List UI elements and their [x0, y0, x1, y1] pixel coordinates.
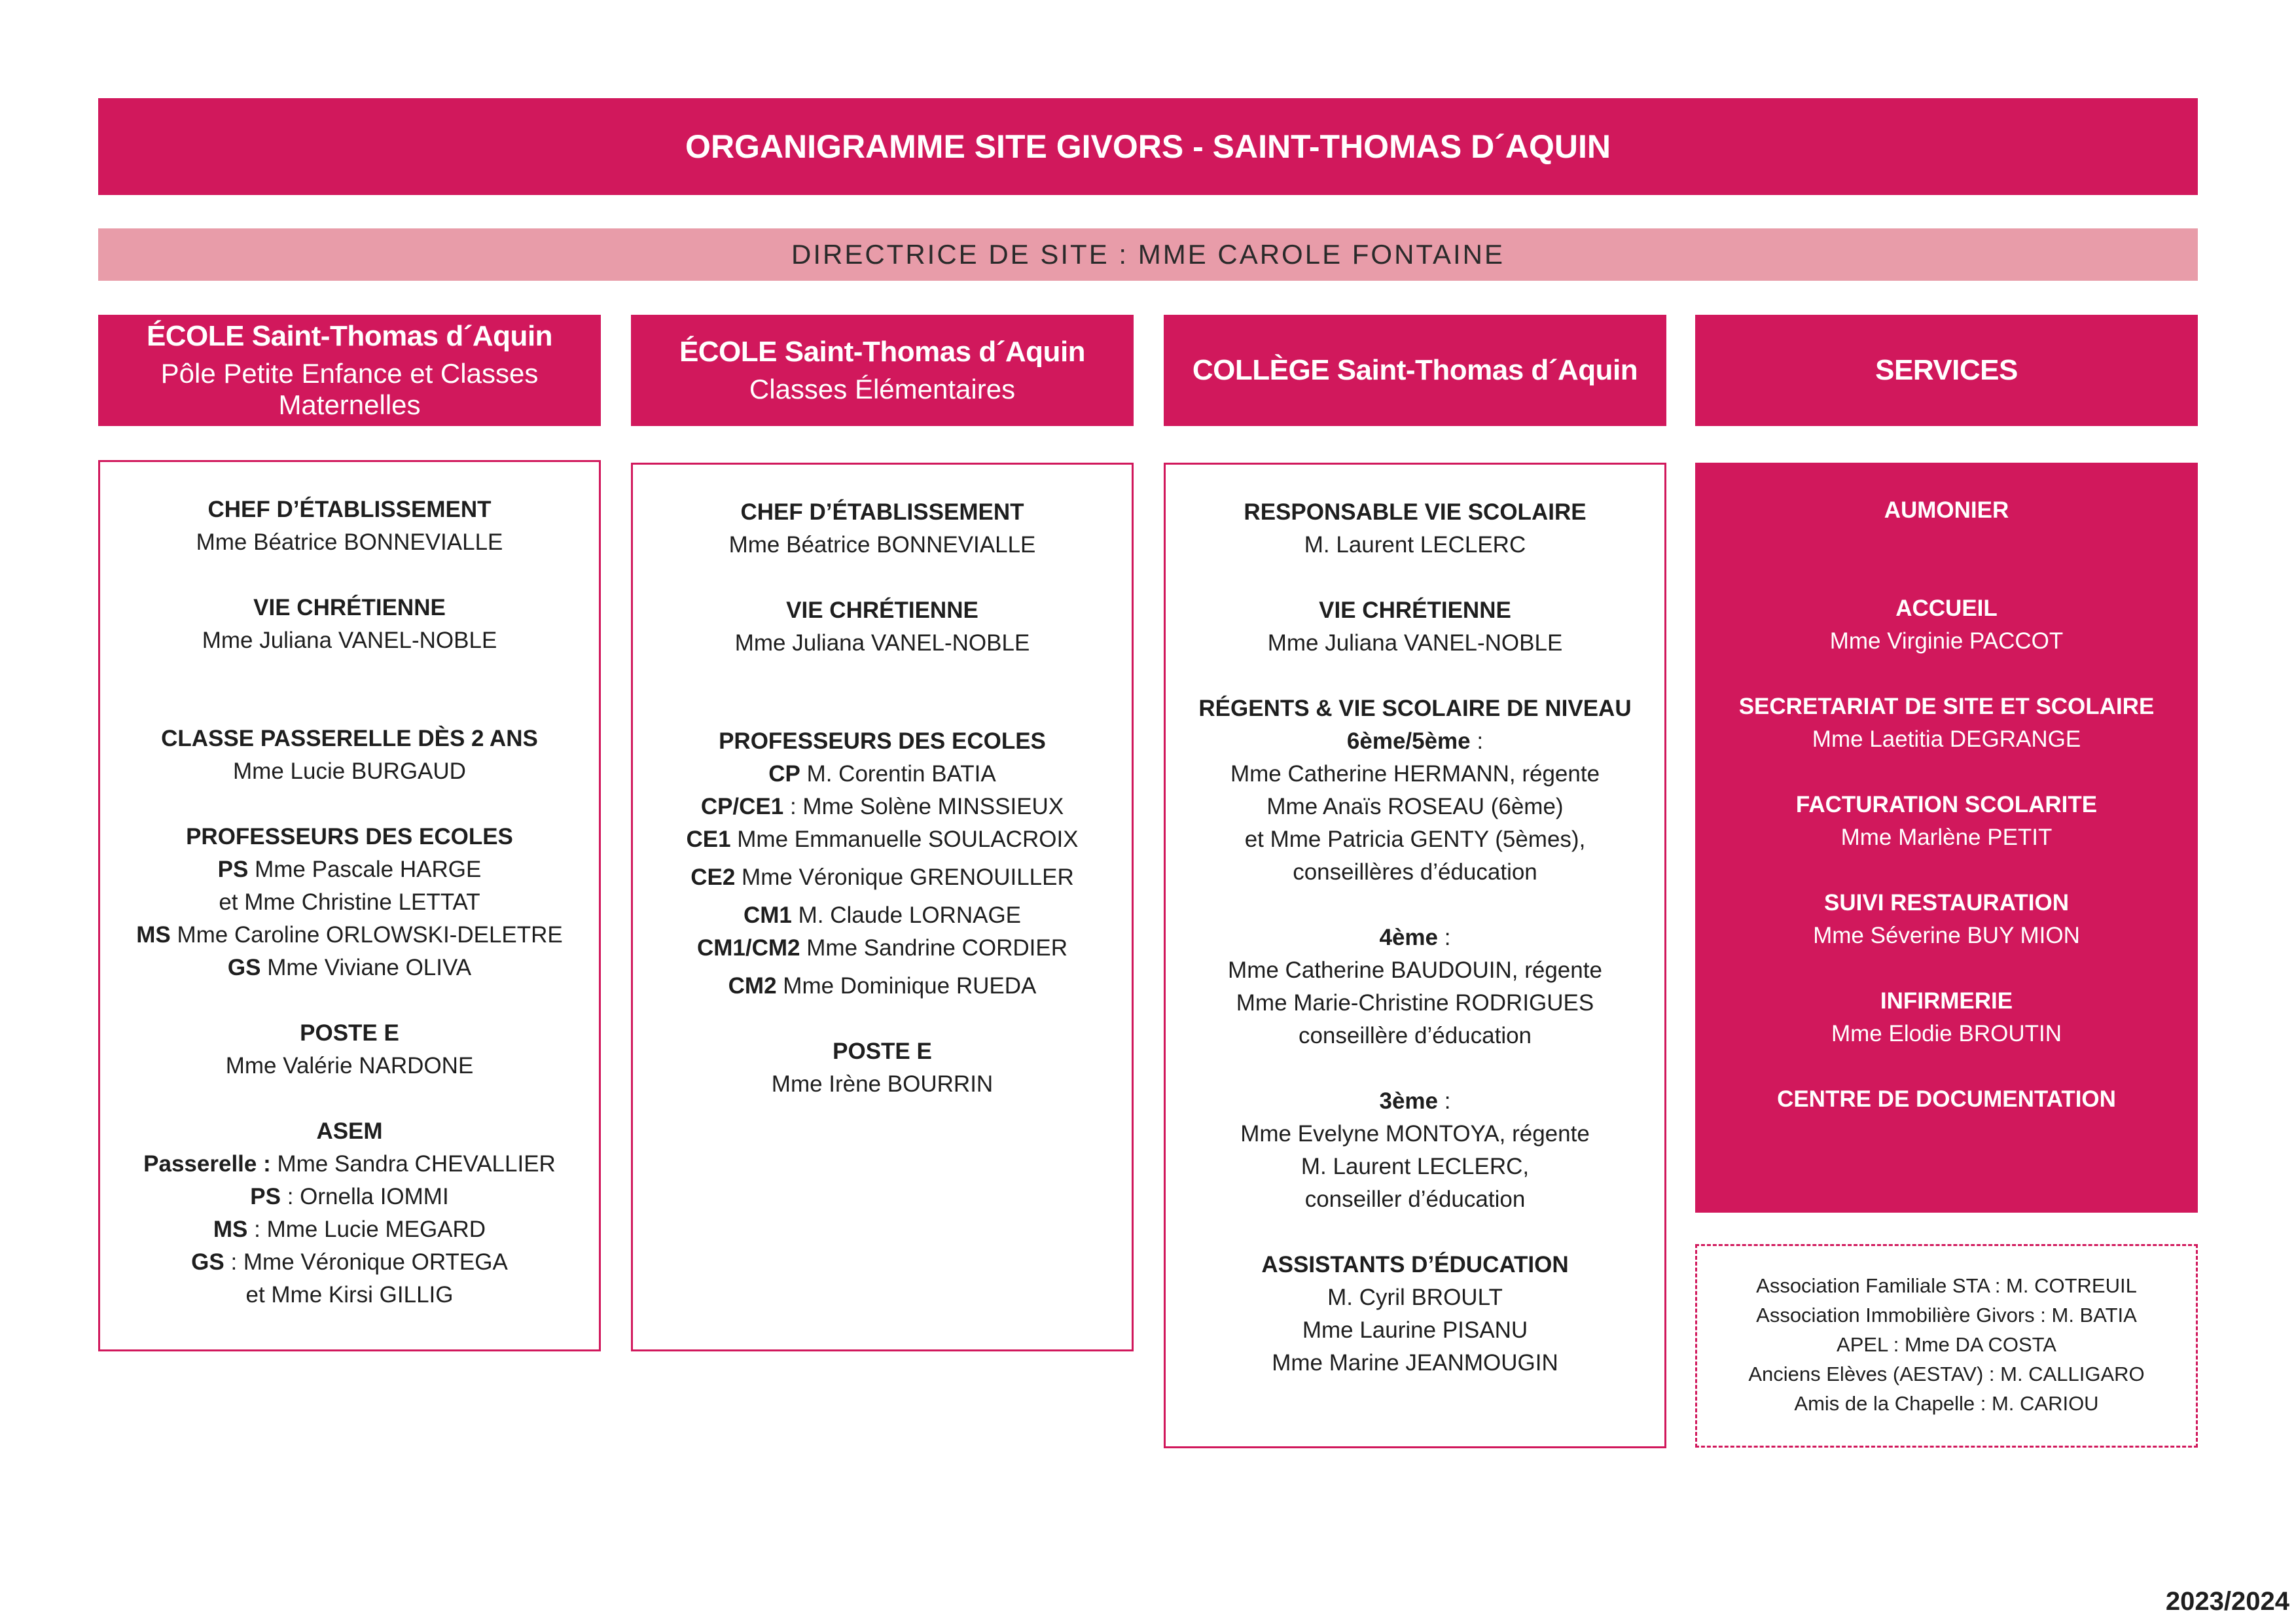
- person-name: Mme Viviane OLIVA: [260, 955, 472, 980]
- service-heading: ACCUEIL: [1895, 596, 1998, 621]
- person-name: Mme Evelyne MONTOYA, régente: [1240, 1121, 1590, 1147]
- person-name: Mme Lucie BURGAUD: [233, 758, 466, 784]
- role-heading: CHEF D’ÉTABLISSEMENT: [207, 497, 492, 522]
- person-name: M. Laurent LECLERC: [1304, 532, 1526, 558]
- person-name: Mme Juliana VANEL-NOBLE: [1267, 630, 1563, 656]
- level-label: 4ème: [1379, 925, 1439, 950]
- person-name: Mme Valérie NARDONE: [225, 1053, 474, 1079]
- role-heading: CLASSE PASSERELLE DÈS 2 ANS: [161, 726, 538, 751]
- class-line: [633, 932, 1132, 965]
- box-services: [1695, 463, 2198, 1213]
- class-label: MS: [136, 922, 171, 948]
- level-colon: :: [1438, 1088, 1451, 1114]
- header-college: [1164, 315, 1666, 426]
- person-name: Mme Virginie PACCOT: [1829, 628, 2064, 654]
- box-ecole-elementaire: [631, 463, 1134, 1351]
- class-line: [100, 853, 599, 886]
- person-name: Mme Sandrine CORDIER: [800, 935, 1067, 961]
- level-label: 6ème/5ème: [1346, 728, 1471, 754]
- class-line: [633, 791, 1132, 823]
- person-name: et Mme Patricia GENTY (5èmes),: [1244, 827, 1586, 852]
- person-name: Mme Véronique GRENOUILLER: [735, 865, 1074, 890]
- association-item: Association Immobilière Givors : M. BATIA: [1756, 1304, 2137, 1327]
- role-heading: RÉGENTS & VIE SCOLAIRE DE NIVEAU: [1198, 696, 1632, 721]
- site-director-bar: DIRECTRICE DE SITE : MME CAROLE FONTAINE: [98, 228, 2198, 281]
- header-subtitle: Pôle Petite Enfance et Classes Maternelles: [160, 358, 539, 420]
- header-title: COLLÈGE Saint-Thomas d´Aquin: [1192, 354, 1638, 386]
- class-label: CE2: [691, 865, 736, 890]
- class-label: Passerelle :: [143, 1151, 271, 1177]
- class-label: CM1/CM2: [697, 935, 800, 961]
- header-ecole-elementaire: [631, 315, 1134, 426]
- class-line: [633, 970, 1132, 1003]
- association-item: APEL : Mme DA COSTA: [1837, 1333, 2056, 1356]
- class-label: CE1: [686, 827, 731, 852]
- association-item: Association Familiale STA : M. COTREUIL: [1756, 1274, 2137, 1297]
- level-line: [1166, 921, 1664, 954]
- class-label: CM2: [728, 973, 777, 999]
- role-heading: VIE CHRÉTIENNE: [786, 597, 978, 623]
- service-heading: AUMONIER: [1884, 497, 2009, 523]
- person-name: Mme Marine JEANMOUGIN: [1272, 1350, 1558, 1376]
- class-line: [633, 861, 1132, 894]
- person-name: Mme Marlène PETIT: [1840, 825, 2053, 850]
- association-item: Anciens Elèves (AESTAV) : M. CALLIGARO: [1748, 1363, 2145, 1385]
- class-line: [633, 758, 1132, 791]
- role-heading: RESPONSABLE VIE SCOLAIRE: [1244, 499, 1587, 525]
- person-name: Mme Juliana VANEL-NOBLE: [202, 628, 497, 653]
- class-line: [100, 952, 599, 984]
- class-line: [633, 823, 1132, 856]
- service-heading: INFIRMERIE: [1880, 988, 2013, 1014]
- class-label: GS: [191, 1249, 224, 1275]
- school-year: 2023/2024: [2165, 1587, 2289, 1616]
- class-label: CP: [768, 761, 800, 787]
- class-line: [100, 1148, 599, 1181]
- role-heading: CHEF D’ÉTABLISSEMENT: [740, 499, 1024, 525]
- header-title: ÉCOLE Saint-Thomas d´Aquin: [146, 320, 553, 352]
- role-heading: POSTE E: [300, 1020, 399, 1046]
- class-line: [100, 1246, 599, 1279]
- person-name: Mme Pascale HARGE: [248, 857, 482, 882]
- service-heading: SECRETARIAT DE SITE ET SCOLAIRE: [1738, 694, 2155, 719]
- person-name: M. Corentin BATIA: [800, 761, 996, 787]
- person-name: Mme Laurine PISANU: [1302, 1317, 1528, 1343]
- service-heading: CENTRE DE DOCUMENTATION: [1777, 1086, 2116, 1112]
- person-name: Mme Sandra CHEVALLIER: [270, 1151, 556, 1177]
- class-label: MS: [213, 1217, 248, 1242]
- person-name: : Ornella IOMMI: [280, 1184, 449, 1209]
- level-colon: :: [1438, 925, 1451, 950]
- person-name: Mme Béatrice BONNEVIALLE: [196, 529, 503, 555]
- level-colon: :: [1470, 728, 1484, 754]
- person-name: : Mme Lucie MEGARD: [247, 1217, 486, 1242]
- class-label: CP/CE1: [700, 794, 784, 819]
- class-line: [100, 1181, 599, 1213]
- person-name: : Mme Véronique ORTEGA: [224, 1249, 508, 1275]
- class-label: CM1: [743, 902, 792, 928]
- role-heading: PROFESSEURS DES ECOLES: [719, 728, 1046, 754]
- role-heading: VIE CHRÉTIENNE: [1319, 597, 1511, 623]
- person-name: et Mme Kirsi GILLIG: [245, 1282, 454, 1308]
- box-college: [1164, 463, 1666, 1448]
- person-name: Mme Laetitia DEGRANGE: [1812, 726, 2081, 752]
- page-title: ORGANIGRAMME SITE GIVORS - SAINT-THOMAS D´AQUIN: [98, 98, 2198, 195]
- role-heading: VIE CHRÉTIENNE: [253, 595, 446, 620]
- person-name: M. Claude LORNAGE: [791, 902, 1022, 928]
- person-name: Mme Caroline ORLOWSKI-DELETRE: [170, 922, 563, 948]
- header-title: ÉCOLE Saint-Thomas d´Aquin: [679, 336, 1086, 368]
- class-line: [100, 919, 599, 952]
- person-role: conseiller d’éducation: [1304, 1186, 1526, 1212]
- header-services: [1695, 315, 2198, 426]
- header-title: SERVICES: [1875, 354, 2018, 386]
- person-name: Mme Catherine BAUDOUIN, régente: [1228, 957, 1602, 983]
- person-name: Mme Elodie BROUTIN: [1831, 1021, 2062, 1046]
- person-name: M. Laurent LECLERC,: [1300, 1154, 1530, 1179]
- class-label: PS: [250, 1184, 281, 1209]
- role-heading: ASSISTANTS D’ÉDUCATION: [1261, 1252, 1569, 1277]
- person-name: Mme Juliana VANEL-NOBLE: [734, 630, 1030, 656]
- class-line: [633, 899, 1132, 932]
- person-name: Mme Marie-Christine RODRIGUES: [1236, 990, 1594, 1016]
- box-ecole-maternelle: [98, 460, 601, 1351]
- role-heading: POSTE E: [833, 1039, 932, 1064]
- person-name: : Mme Solène MINSSIEUX: [783, 794, 1064, 819]
- class-label: GS: [227, 955, 261, 980]
- role-heading: PROFESSEURS DES ECOLES: [186, 824, 513, 849]
- person-name: Mme Béatrice BONNEVIALLE: [728, 532, 1036, 558]
- class-label: PS: [217, 857, 249, 882]
- person-name: M. Cyril BROULT: [1327, 1285, 1503, 1310]
- person-name: Mme Irène BOURRIN: [771, 1071, 994, 1097]
- header-ecole-maternelle: [98, 315, 601, 426]
- role-heading: ASEM: [316, 1118, 383, 1144]
- person-name: Mme Dominique RUEDA: [776, 973, 1037, 999]
- header-subtitle: Classes Élémentaires: [749, 374, 1016, 404]
- person-name: Mme Séverine BUY MION: [1813, 923, 2080, 948]
- person-name: Mme Anaïs ROSEAU (6ème): [1266, 794, 1564, 819]
- level-label: 3ème: [1379, 1088, 1439, 1114]
- level-line: [1166, 1085, 1664, 1118]
- level-line: [1166, 725, 1664, 758]
- service-heading: FACTURATION SCOLARITE: [1795, 792, 2098, 817]
- person-role: conseillère d’éducation: [1298, 1023, 1532, 1048]
- person-name: Mme Catherine HERMANN, régente: [1230, 761, 1600, 787]
- service-heading: SUIVI RESTAURATION: [1824, 890, 2069, 916]
- association-item: Amis de la Chapelle : M. CARIOU: [1794, 1392, 2099, 1415]
- class-line: [100, 1213, 599, 1246]
- person-role: conseillères d’éducation: [1293, 859, 1537, 885]
- box-associations: [1695, 1244, 2198, 1448]
- person-name: Mme Emmanuelle SOULACROIX: [730, 827, 1079, 852]
- person-name: et Mme Christine LETTAT: [219, 889, 480, 915]
